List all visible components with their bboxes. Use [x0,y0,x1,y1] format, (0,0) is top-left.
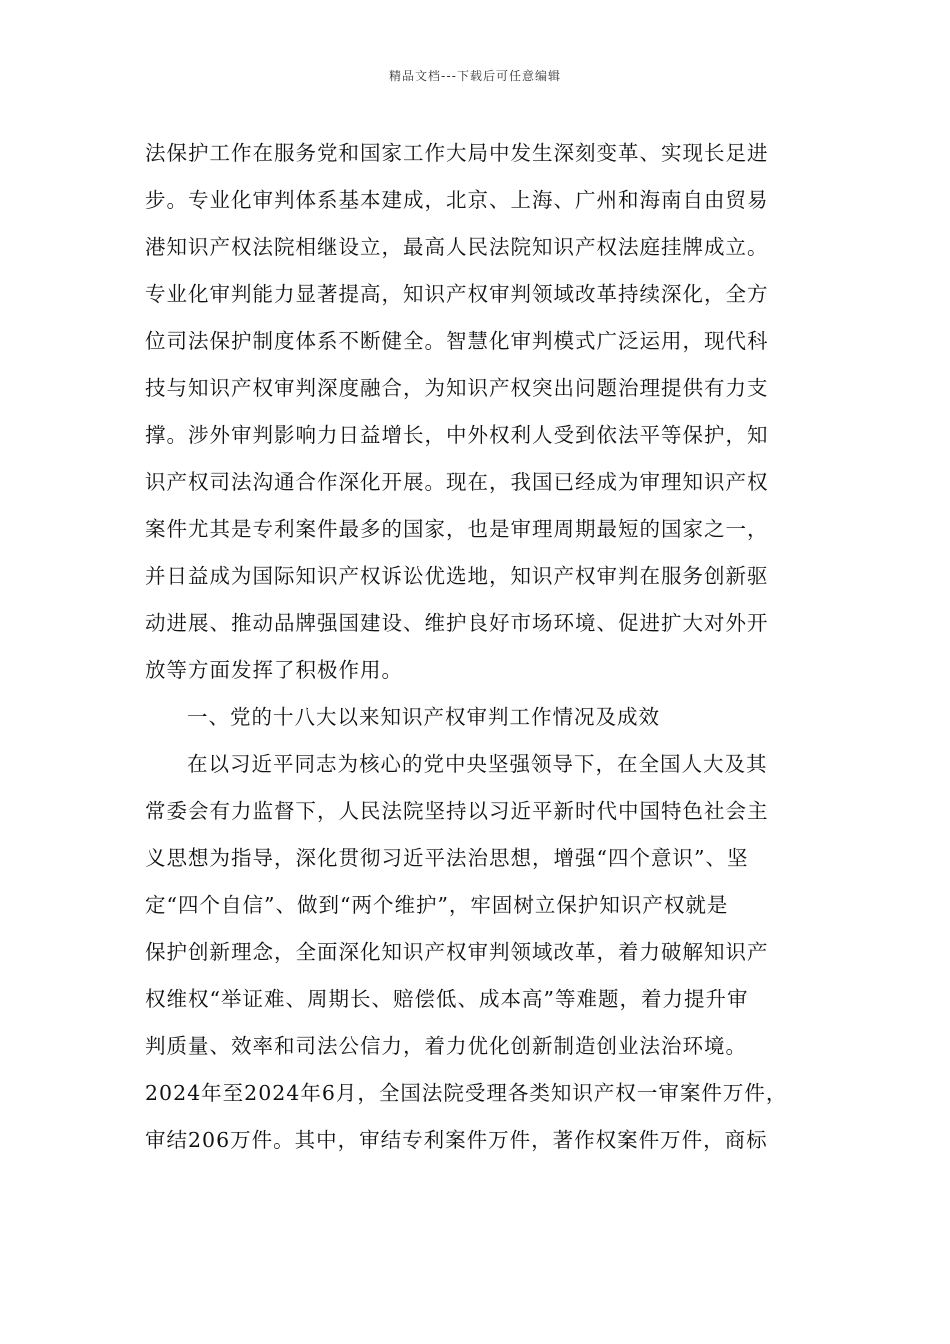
paragraph-line: 动进展、推动品牌强国建设、维护良好市场环境、促进扩大对外开 [145,611,769,635]
section-heading: 一、党的十八大以来知识产权审判工作情况及成效 [187,705,660,729]
paragraph-line: 并日益成为国际知识产权诉讼优选地，知识产权审判在服务创新驱 [145,564,769,588]
paragraph-line: 判质量、效率和司法公信力，着力优化创新制造创业法治环境。 [145,1034,747,1058]
paragraph-line: 法保护工作在服务党和国家工作大局中发生深刻变革、实现长足进 [145,141,769,165]
paragraph-line: 案件尤其是专利案件最多的国家，也是审理周期最短的国家之一， [145,517,769,541]
paragraph-line: 常委会有力监督下，人民法院坚持以习近平新时代中国特色社会主 [145,799,769,823]
paragraph-line: 位司法保护制度体系不断健全。智慧化审判模式广泛运用，现代科 [145,329,769,353]
paragraph-line: 步。专业化审判体系基本建成，北京、上海、广州和海南自由贸易 [145,188,769,212]
paragraph-line: 放等方面发挥了积极作用。 [145,658,403,682]
paragraph-line: 定“四个自信”、做到“两个维护”，牢固树立保护知识产权就是 [145,893,729,917]
paragraph-line: 撑。涉外审判影响力日益增长，中外权利人受到依法平等保护，知 [145,423,769,447]
paragraph-line: 专业化审判能力显著提高，知识产权审判领域改革持续深化，全方 [145,282,769,306]
paragraph-line: 保护创新理念，全面深化知识产权审判领域改革，着力破解知识产 [145,940,769,964]
paragraph-line: 审结206万件。其中，审结专利案件万件，著作权案件万件，商标 [145,1128,768,1152]
paragraph-line: 2024年至2024年6月，全国法院受理各类知识产权一审案件万件， [145,1081,788,1105]
page-header: 精品文档---下载后可任意编辑 [389,69,561,83]
paragraph-line: 技与知识产权审判深度融合，为知识产权突出问题治理提供有力支 [145,376,769,400]
paragraph-line: 港知识产权法院相继设立，最高人民法院知识产权法庭挂牌成立。 [145,235,769,259]
paragraph-line: 在以习近平同志为核心的党中央坚强领导下，在全国人大及其 [187,752,768,776]
paragraph-line: 义思想为指导，深化贯彻习近平法治思想，增强“四个意识”、坚 [145,846,749,870]
paragraph-line: 权维权“举证难、周期长、赔偿低、成本高”等难题，着力提升审 [145,987,749,1011]
paragraph-line: 识产权司法沟通合作深化开展。现在，我国已经成为审理知识产权 [145,470,769,494]
